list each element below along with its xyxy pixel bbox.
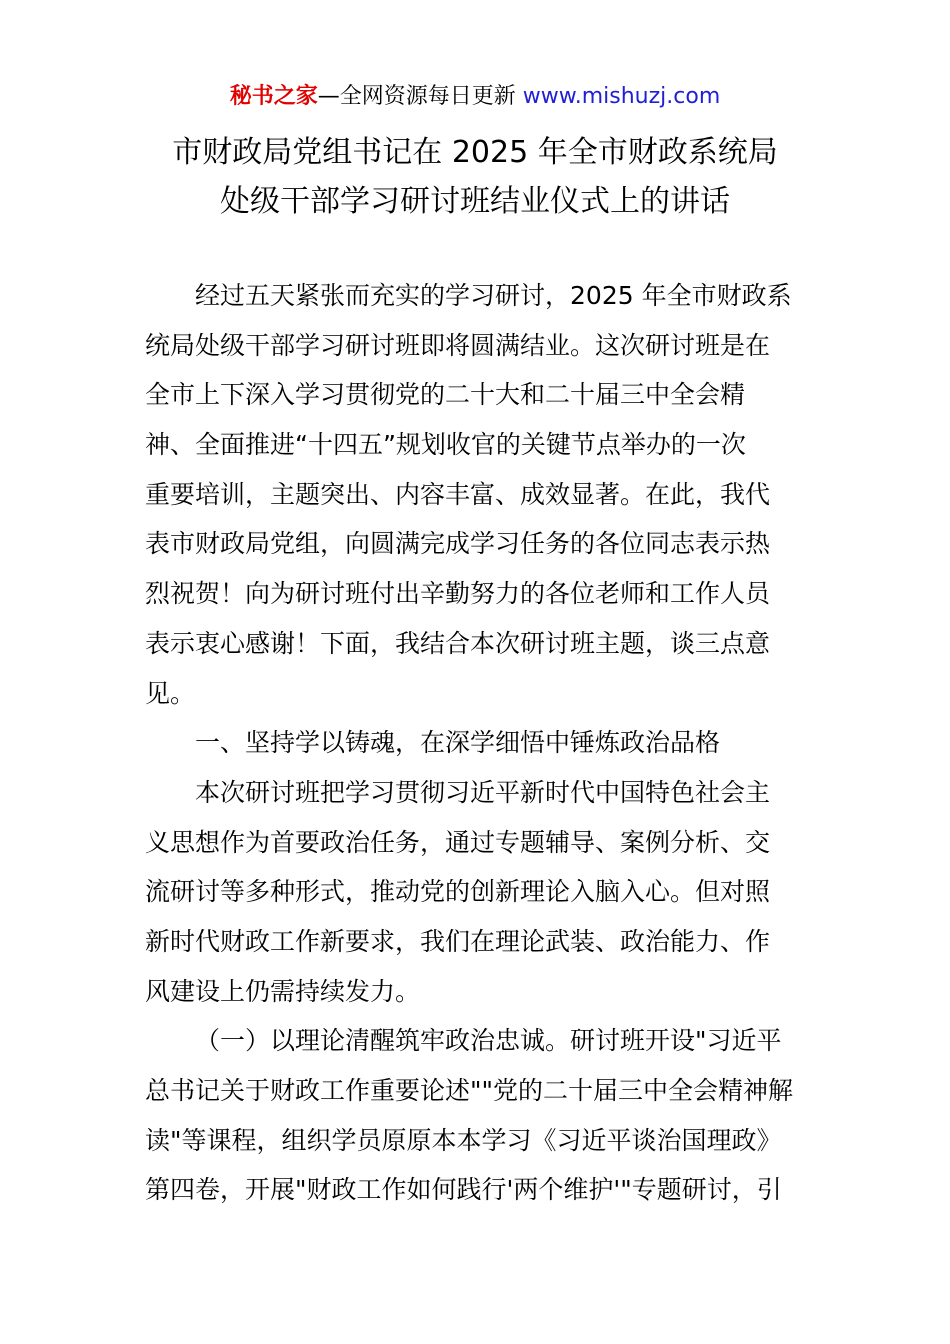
paragraph-line: 总书记关于财政工作重要论述""党的二十届三中全会精神解: [145, 1076, 794, 1105]
document-title: [0, 128, 950, 226]
paragraph-line: 全市上下深入学习贯彻党的二十大和二十届三中全会精: [145, 380, 746, 410]
site-header: [0, 80, 950, 114]
paragraph-line: 义思想作为首要政治任务，通过专题辅导、案例分析、交: [145, 827, 771, 857]
paragraph-opening-line: 经过五天紧张而充实的学习研讨，2025 年全市财政系: [195, 281, 792, 310]
paragraph-line: 表示衷心感谢！下面，我结合本次研讨班主题，谈三点意: [145, 628, 771, 658]
paragraph-line: 第四卷，开展"财政工作如何践行'两个维护'"专题研讨，引: [145, 1175, 782, 1205]
paragraph-opening-line: 本次研讨班把学习贯彻习近平新时代中国特色社会主: [195, 777, 771, 807]
site-brand: 秘书之家: [229, 84, 318, 109]
paragraph-line: 烈祝贺！向为研讨班付出辛勤努力的各位老师和工作人员: [145, 579, 771, 609]
site-tagline: —全网资源每日更新: [317, 84, 523, 109]
paragraph-line: 新时代财政工作新要求，我们在理论武装、政治能力、作: [145, 926, 771, 956]
paragraph-line: 表市财政局党组，向圆满完成学习任务的各位同志表示热: [145, 529, 771, 559]
paragraph-line: 风建设上仍需持续发力。: [145, 976, 421, 1006]
paragraph-line: 重要培训，主题突出、内容丰富、成效显著。在此，我代: [145, 479, 771, 509]
paragraph-line: 见。: [145, 678, 196, 708]
section-heading-1: 一、坚持学以铸魂，在深学细悟中锤炼政治品格: [195, 728, 721, 758]
paragraph-line: 流研讨等多种形式，推动党的创新理论入脑入心。但对照: [145, 877, 771, 907]
title-line-1: 市财政局党组书记在 2025 年全市财政系统局: [172, 135, 778, 170]
title-line-2: 处级干部学习研讨班结业仪式上的讲话: [220, 184, 730, 219]
site-url-link[interactable]: www.mishuzj.com: [522, 84, 721, 109]
paragraph-line: 神、全面推进“十四五”规划收官的关键节点举办的一次: [145, 430, 746, 460]
paragraph-line: 统局处级干部学习研讨班即将圆满结业。这次研讨班是在: [145, 330, 771, 360]
subsection-opening-line: （一）以理论清醒筑牢政治忠诚。研讨班开设"习近平: [195, 1026, 782, 1056]
document-body: [145, 271, 810, 1215]
paragraph-line: 读"等课程，组织学员原原本本学习《习近平谈治国理政》: [145, 1125, 782, 1155]
